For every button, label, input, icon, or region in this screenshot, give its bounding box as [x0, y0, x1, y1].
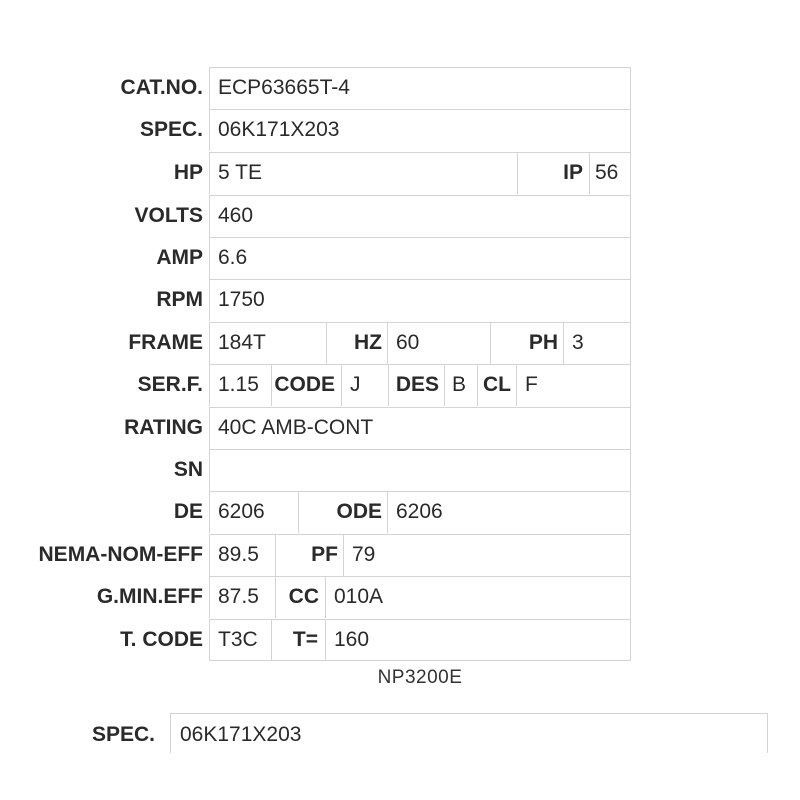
ip-value: 56: [595, 161, 619, 184]
hp-value: 5 TE: [218, 161, 262, 184]
t-eq-value: 160: [334, 628, 370, 651]
t-code-label: T. CODE: [120, 628, 203, 651]
code-value: J: [350, 373, 361, 396]
partial-spec-value: 06K171X203: [180, 723, 302, 746]
pf-cell: [343, 534, 631, 576]
amp-cell: [209, 237, 631, 279]
hz-label: HZ: [354, 331, 382, 354]
frame-label: FRAME: [128, 331, 203, 354]
nameplate-code: NP3200E: [377, 667, 463, 688]
rpm-cell: [209, 279, 631, 321]
serf-value: 1.15: [218, 373, 259, 396]
nema-nom-eff-value: 89.5: [218, 543, 259, 566]
sn-value: [209, 449, 218, 491]
hp-label: HP: [173, 161, 203, 184]
partial-spec-label: SPEC.: [91, 723, 155, 746]
ode-label: ODE: [336, 500, 382, 523]
pf-label: PF: [311, 543, 338, 566]
rating-label: RATING: [124, 416, 203, 439]
ip-label: IP: [563, 161, 583, 184]
code-label: CODE: [274, 373, 335, 396]
sn-cell: [209, 449, 631, 491]
de-value: 6206: [218, 500, 265, 523]
cat-no-value: ECP63665T-4: [218, 76, 350, 99]
cat-no-label: CAT.NO.: [120, 76, 203, 99]
g-min-eff-label: G.MIN.EFF: [96, 585, 203, 608]
sn-label: SN: [173, 458, 203, 481]
nema-nom-eff-label: NEMA-NOM-EFF: [38, 543, 203, 566]
spec-label: SPEC.: [139, 118, 203, 141]
serf-label: SER.F.: [137, 373, 203, 396]
volts-label: VOLTS: [134, 204, 203, 227]
cl-value: F: [525, 373, 538, 396]
hz-value: 60: [396, 331, 420, 354]
cc-value: 010A: [334, 585, 384, 608]
volts-value: 460: [218, 204, 254, 227]
g-min-eff-value: 87.5: [218, 585, 259, 608]
partial-spec-row: [0, 713, 800, 753]
rating-value: 40C AMB-CONT: [218, 416, 374, 439]
ph-label: PH: [528, 331, 558, 354]
cc-label: CC: [288, 585, 319, 608]
des-label: DES: [395, 373, 439, 396]
frame-value: 184T: [218, 331, 266, 354]
spec-value: 06K171X203: [218, 118, 340, 141]
t-eq-label: T=: [292, 628, 318, 651]
des-value: B: [452, 373, 467, 396]
cl-label: CL: [483, 373, 511, 396]
pf-value: 79: [352, 543, 376, 566]
amp-value: 6.6: [218, 246, 248, 269]
rpm-value: 1750: [218, 288, 265, 311]
volts-cell: [209, 195, 631, 237]
ode-value: 6206: [396, 500, 443, 523]
ph-value: 3: [572, 331, 584, 354]
t-code-value: T3C: [218, 628, 258, 651]
rpm-label: RPM: [156, 288, 203, 311]
t-eq-cell: [325, 619, 631, 661]
de-label: DE: [173, 500, 203, 523]
amp-label: AMP: [156, 246, 203, 269]
